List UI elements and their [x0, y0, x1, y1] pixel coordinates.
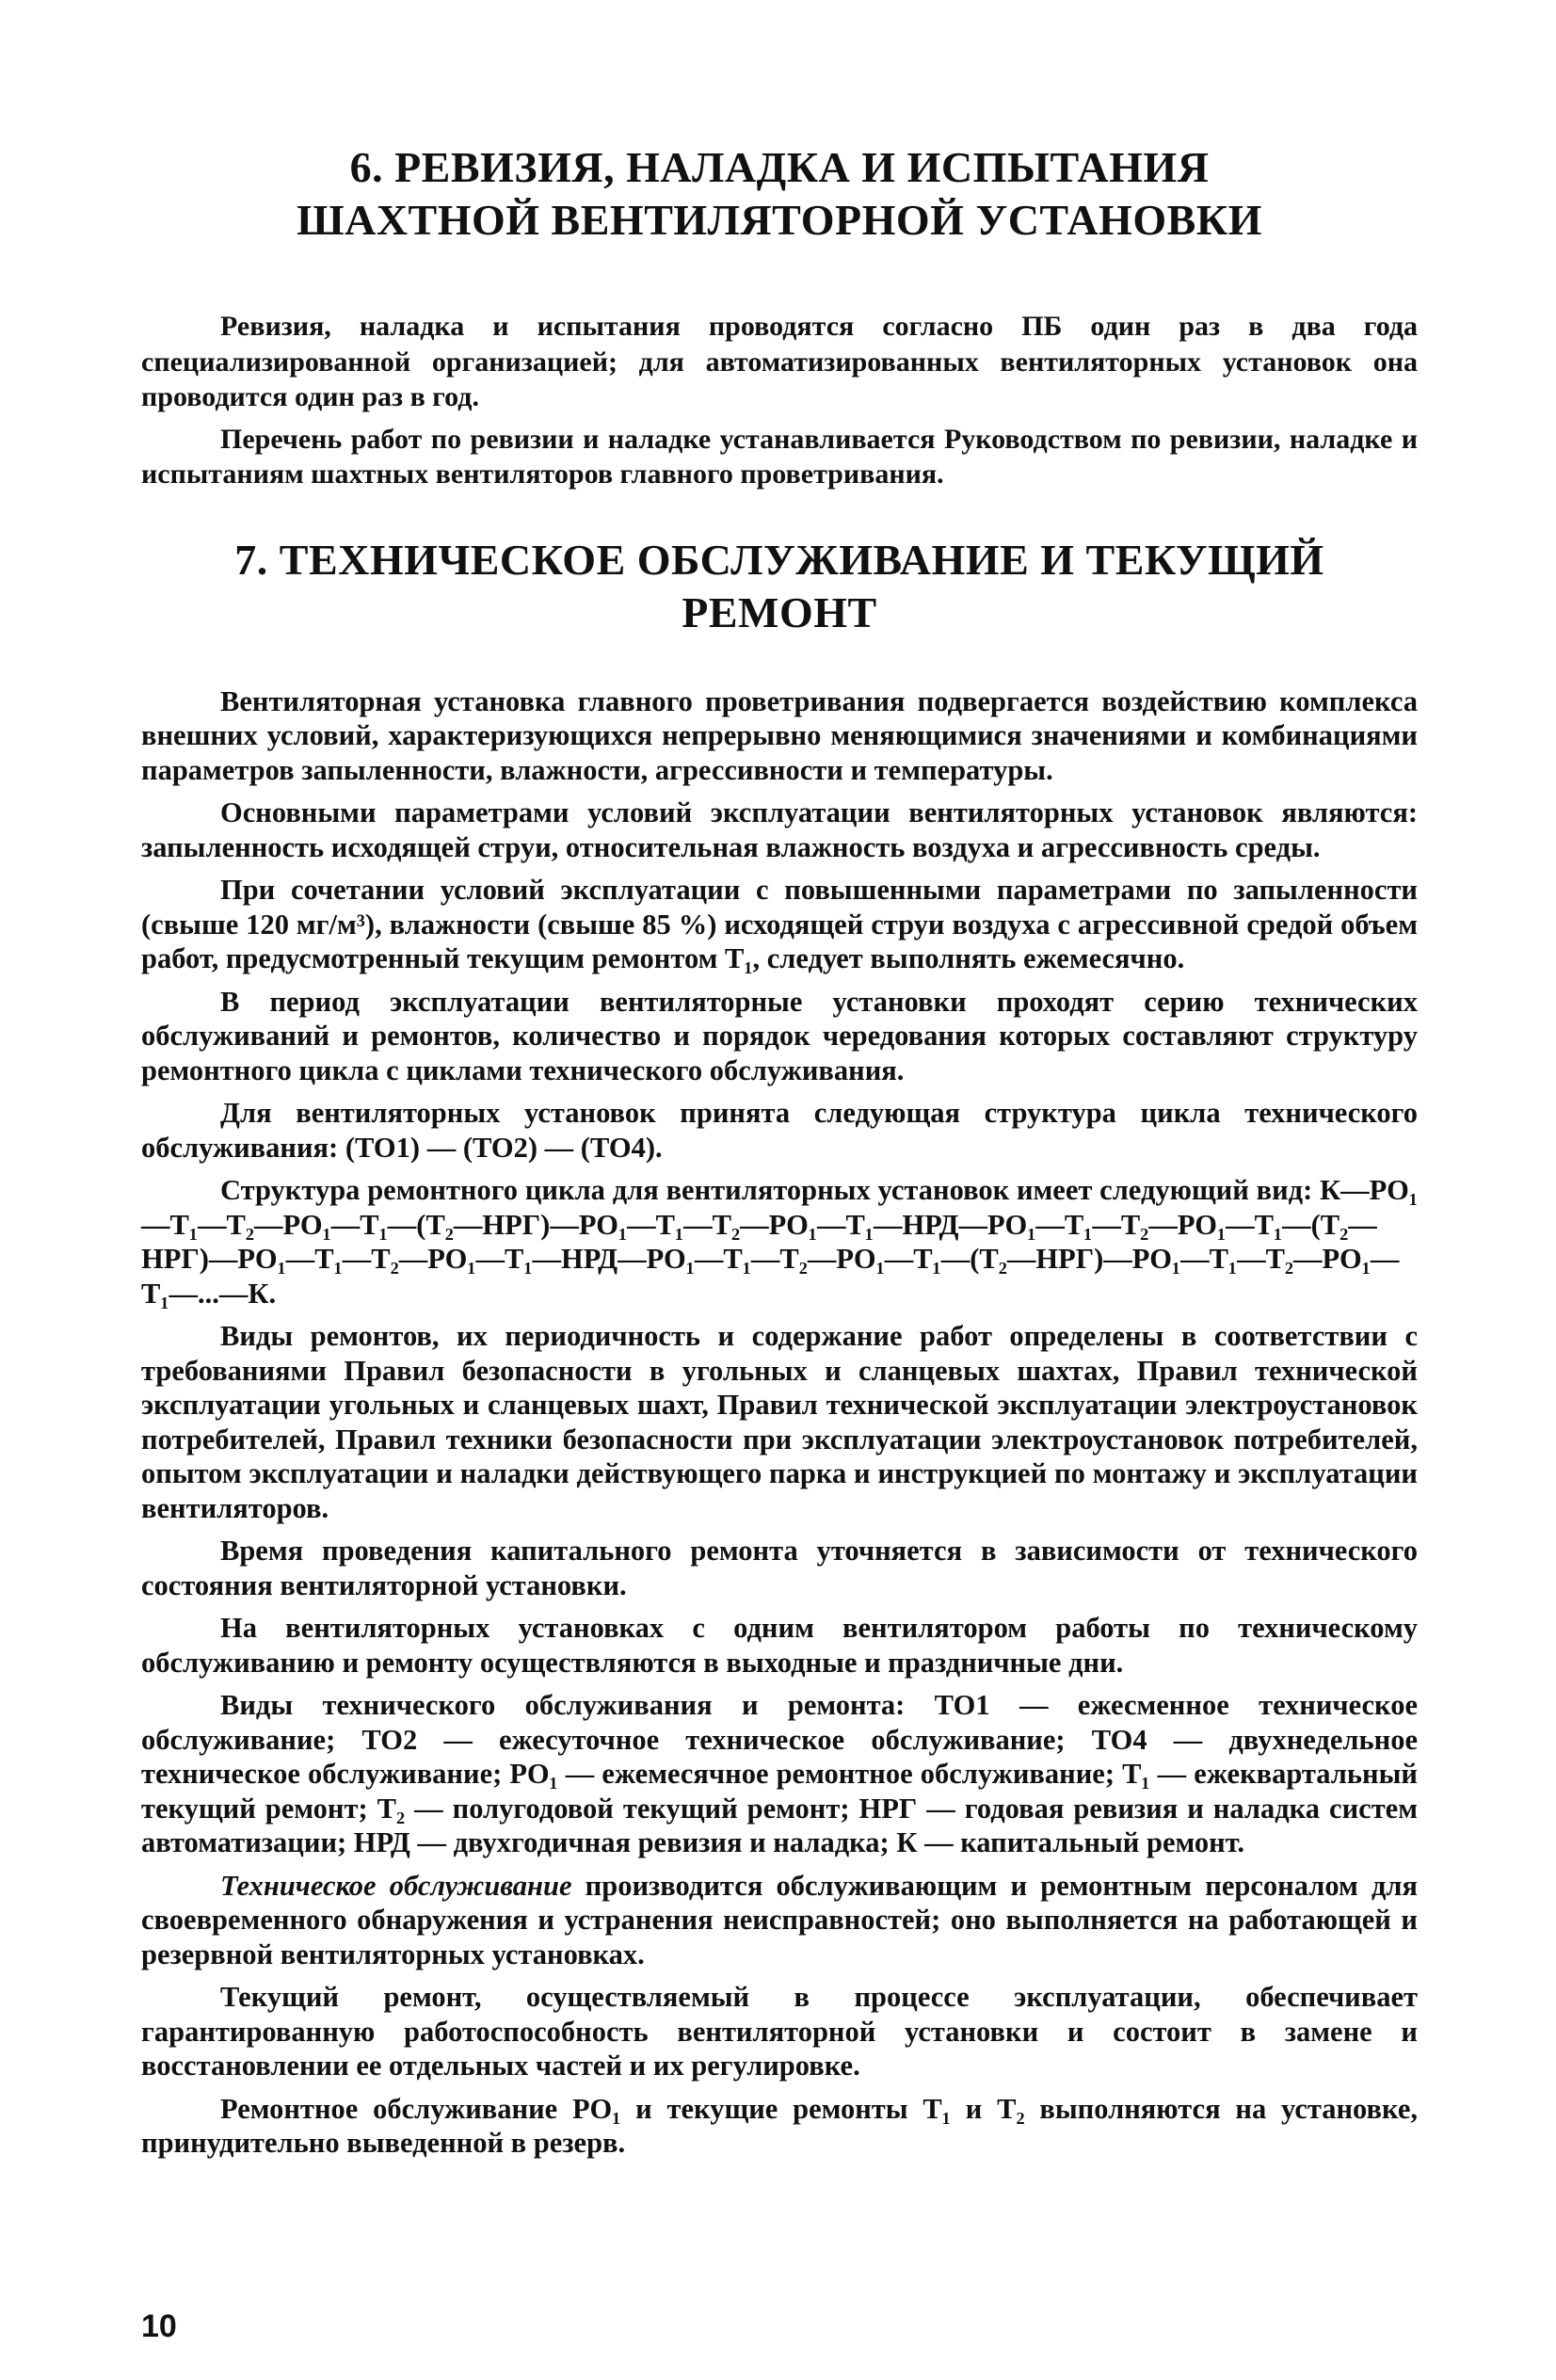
section-7-paragraph-3: При сочетании условий эксплуатации с повышенными параметрами по запыленности (свыше 120 мг/м³), влажности (свыше 85 %) исходящей струи воздуха с агрессивной средой объем работ, предусмотренный текущим ремонтом T₁, следует выполнять ежемесячно. [141, 874, 1418, 974]
section-7-paragraph-8: Время проведения капитального ремонта уточняется в зависимости от технического состояния вентиляторной установки. [141, 1535, 1418, 1601]
paragraph-11-text: производится обслуживающим и ремонтным персоналом для своевременного обнаружения и устранения неисправностей; оно выполняется на работающей и резервной вентиляторных установках. [141, 1869, 1418, 1970]
section-6-title-line-1: 6. РЕВИЗИЯ, НАЛАДКА И ИСПЫТАНИЯ [349, 143, 1210, 191]
section-7-paragraph-4: В период эксплуатации вентиляторные установки проходят серию технических обслуживаний и ремонтов, количество и порядок чередования которых составляют структуру ремонтного цикла с циклами технического обслуживания. [141, 985, 1418, 1086]
section-6-paragraph-2: Перечень работ по ревизии и наладке устанавливается Руководством по ревизии, наладке и испытаниям шахтных вентиляторов главного проветривания. [141, 423, 1418, 490]
section-6-title [141, 141, 1418, 247]
section-7-paragraph-10: Виды технического обслуживания и ремонта: ТО1 — ежесменное техническое обслуживание; ТО2 — ежесуточное техническое обслуживание; ТО4 — двухнедельное техническое обслуживание; РО₁ — ежемесячное ремонтное обслуживание; Т₁ — ежеквартальный текущий ремонт; Т₂ — полугодовой текущий ремонт; НРГ — годовая ревизия и наладка систем автоматизации; НРД — двухгодичная ревизия и наладка; К — капитальный ремонт. [141, 1689, 1418, 1858]
section-7-paragraph-1: Вентиляторная установка главного проветривания подвергается воздействию комплекса внешних условий, характеризующихся непрерывно меняющимися значениями и комбинациями параметров запыленности, влажности, агрессивности и температуры. [141, 684, 1418, 786]
section-7-title: 7. ТЕХНИЧЕСКОЕ ОБСЛУЖИВАНИЕ И ТЕКУЩИЙ РЕМОНТ [234, 535, 1324, 636]
section-6-paragraph-1: Ревизия, наладка и испытания проводятся согласно ПБ один раз в два года специализированной организацией; для автоматизированных вентиляторных установок она проводится один раз в год. [141, 311, 1418, 412]
section-6-title-line-2: ШАХТНОЙ ВЕНТИЛЯТОРНОЙ УСТАНОВКИ [297, 196, 1262, 244]
italic-term: Техническое обслуживание [220, 1869, 572, 1902]
page-content [141, 141, 1418, 2161]
section-7-paragraph-7: Виды ремонтов, их периодичность и содержание работ определены в соответствии с требованиями Правил безопасности в угольных и сланцевых шахтах, Правил технической эксплуатации угольных и сланцевых шахт, Правил технической эксплуатации электроустановок потребителей, Правил техники безопасности при эксплуатации электроустановок потребителей, опытом эксплуатации и наладки действующего парка и инструкцией по монтажу и эксплуатации вентиляторов. [141, 1320, 1418, 1524]
section-7-paragraph-2: Основными параметрами условий эксплуатации вентиляторных установок являются: запыленность исходящей струи, относительная влажность воздуха и агрессивность среды. [141, 796, 1418, 863]
section-7 [141, 534, 1418, 2161]
section-7-paragraph-12: Текущий ремонт, осуществляемый в процессе эксплуатации, обеспечивает гарантированную работоспособность вентиляторной установки и состоит в замене и восстановлении ее отдельных частей и их регулировке. [141, 1981, 1418, 2082]
section-7-paragraph-9: На вентиляторных установках с одним вентилятором работы по техническому обслуживанию и ремонту осуществляются в выходные и праздничные дни. [141, 1612, 1418, 1679]
section-7-paragraph-5: Для вентиляторных установок принята следующая структура цикла технического обслуживания: (ТО1) — (ТО2) — (ТО4). [141, 1097, 1418, 1164]
section-6 [141, 141, 1418, 492]
section-7-paragraph-13: Ремонтное обслуживание РО₁ и текущие ремонты Т₁ и Т₂ выполняются на установке, принудительно выведенной в резерв. [141, 2092, 1418, 2159]
section-7-paragraph-6: Структура ремонтного цикла для вентиляторных установок имеет следующий вид: К—РО₁—Т₁—Т₂—РО₁—Т₁—(Т₂—НРГ)—РО₁—Т₁—Т₂—РО₁—Т₁—НРД—РО₁—Т₁—Т₂—РО₁—Т₁—(Т₂—НРГ)—РО₁—Т₁—Т₂—РО₁—Т₁—НРД—РО₁—Т₁—Т₂—РО₁—Т₁—(Т₂—НРГ)—РО₁—Т₁—Т₂—РО₁—Т₁—...—К. [141, 1174, 1418, 1310]
page-number: 10 [141, 2308, 177, 2344]
section-7-paragraph-11 [141, 1869, 1418, 1972]
